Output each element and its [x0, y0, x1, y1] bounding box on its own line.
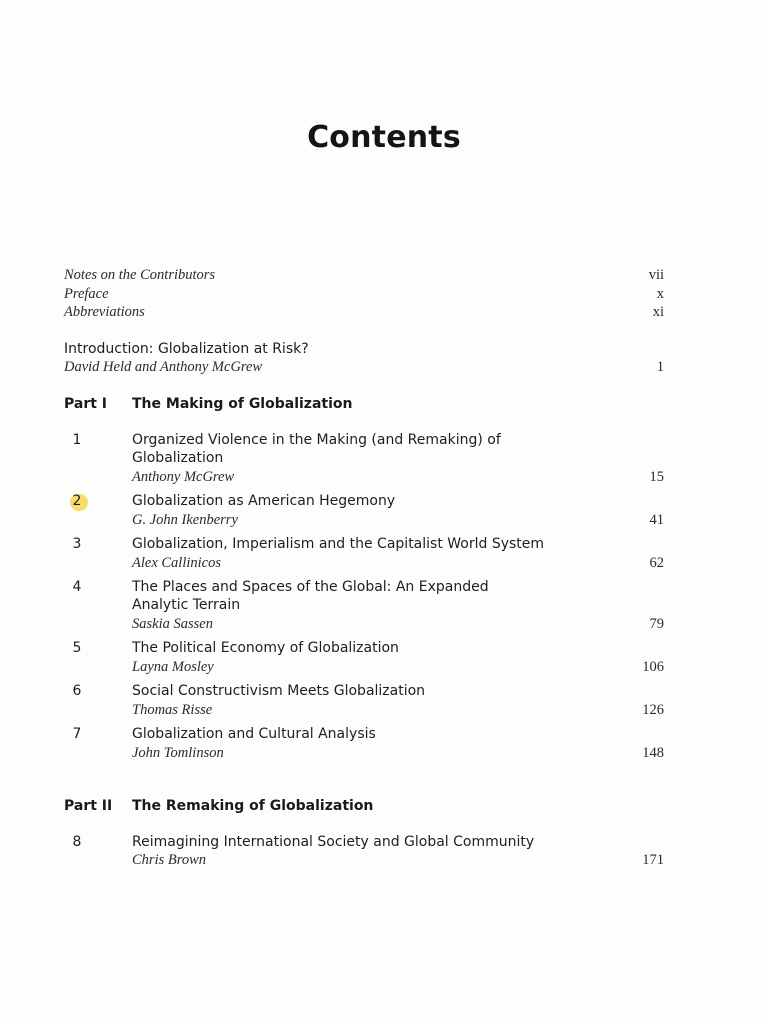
chapter-author: Layna Mosley [132, 659, 214, 675]
introduction-title[interactable]: Introduction: Globalization at Risk? [64, 341, 309, 357]
front-matter-title[interactable]: Notes on the Contributors [64, 267, 216, 283]
chapter-number: 3 [72, 536, 82, 552]
chapter-title[interactable]: Reimagining International Society and Global Community [132, 834, 535, 850]
front-matter-title[interactable]: Preface [64, 286, 109, 302]
chapter-page: 15 [649, 469, 664, 485]
front-matter-page: vii [648, 267, 664, 283]
chapter-author: Chris Brown [132, 852, 206, 868]
front-matter-page: x [656, 286, 664, 302]
chapter-page: 106 [642, 659, 664, 675]
chapter-author: Saskia Sassen [132, 616, 213, 632]
chapter-number: 4 [72, 579, 82, 595]
introduction-author: David Held and Anthony McGrew [64, 359, 263, 375]
chapter-author: G. John Ikenberry [132, 512, 238, 528]
chapter-title[interactable]: Globalization and Cultural Analysis [132, 726, 376, 742]
chapter-title[interactable]: The Political Economy of Globalization [132, 640, 399, 656]
chapter-page: 79 [649, 616, 664, 632]
chapter-number: 8 [72, 834, 82, 850]
chapter-number: 7 [72, 726, 82, 742]
chapter-title[interactable]: Globalization as American Hegemony [132, 493, 396, 509]
introduction-page: 1 [656, 359, 664, 375]
chapter-page: 126 [642, 702, 664, 718]
part-title[interactable]: The Remaking of Globalization [132, 798, 374, 814]
chapter-title[interactable]: Social Constructivism Meets Globalization [132, 683, 426, 699]
chapter-author: John Tomlinson [132, 745, 224, 761]
chapter-title[interactable]: Organized Violence in the Making (and Remaking) of [132, 432, 501, 448]
chapter-author: Alex Callinicos [132, 555, 221, 571]
chapter-title[interactable]: The Places and Spaces of the Global: An Expanded [132, 579, 489, 595]
chapter-title[interactable]: Globalization, Imperialism and the Capitalist World System [132, 536, 545, 552]
chapter-page: 148 [642, 745, 664, 761]
chapter-page: 171 [642, 852, 664, 868]
part-label: Part II [64, 798, 113, 814]
part-label: Part I [64, 396, 108, 412]
front-matter-title[interactable]: Abbreviations [64, 304, 145, 320]
chapter-author: Thomas Risse [132, 702, 213, 718]
front-matter-page: xi [652, 304, 664, 320]
chapter-number: 6 [72, 683, 82, 699]
page-title: Contents [307, 120, 461, 155]
chapter-title-continued[interactable]: Globalization [132, 450, 224, 466]
chapter-page: 41 [649, 512, 664, 528]
chapter-number: 5 [72, 640, 82, 656]
chapter-number: 2 [72, 493, 82, 509]
chapter-author: Anthony McGrew [132, 469, 235, 485]
chapter-title-continued[interactable]: Analytic Terrain [132, 597, 241, 613]
part-title[interactable]: The Making of Globalization [132, 396, 353, 412]
chapter-number: 1 [72, 432, 82, 448]
chapter-page: 62 [649, 555, 664, 571]
